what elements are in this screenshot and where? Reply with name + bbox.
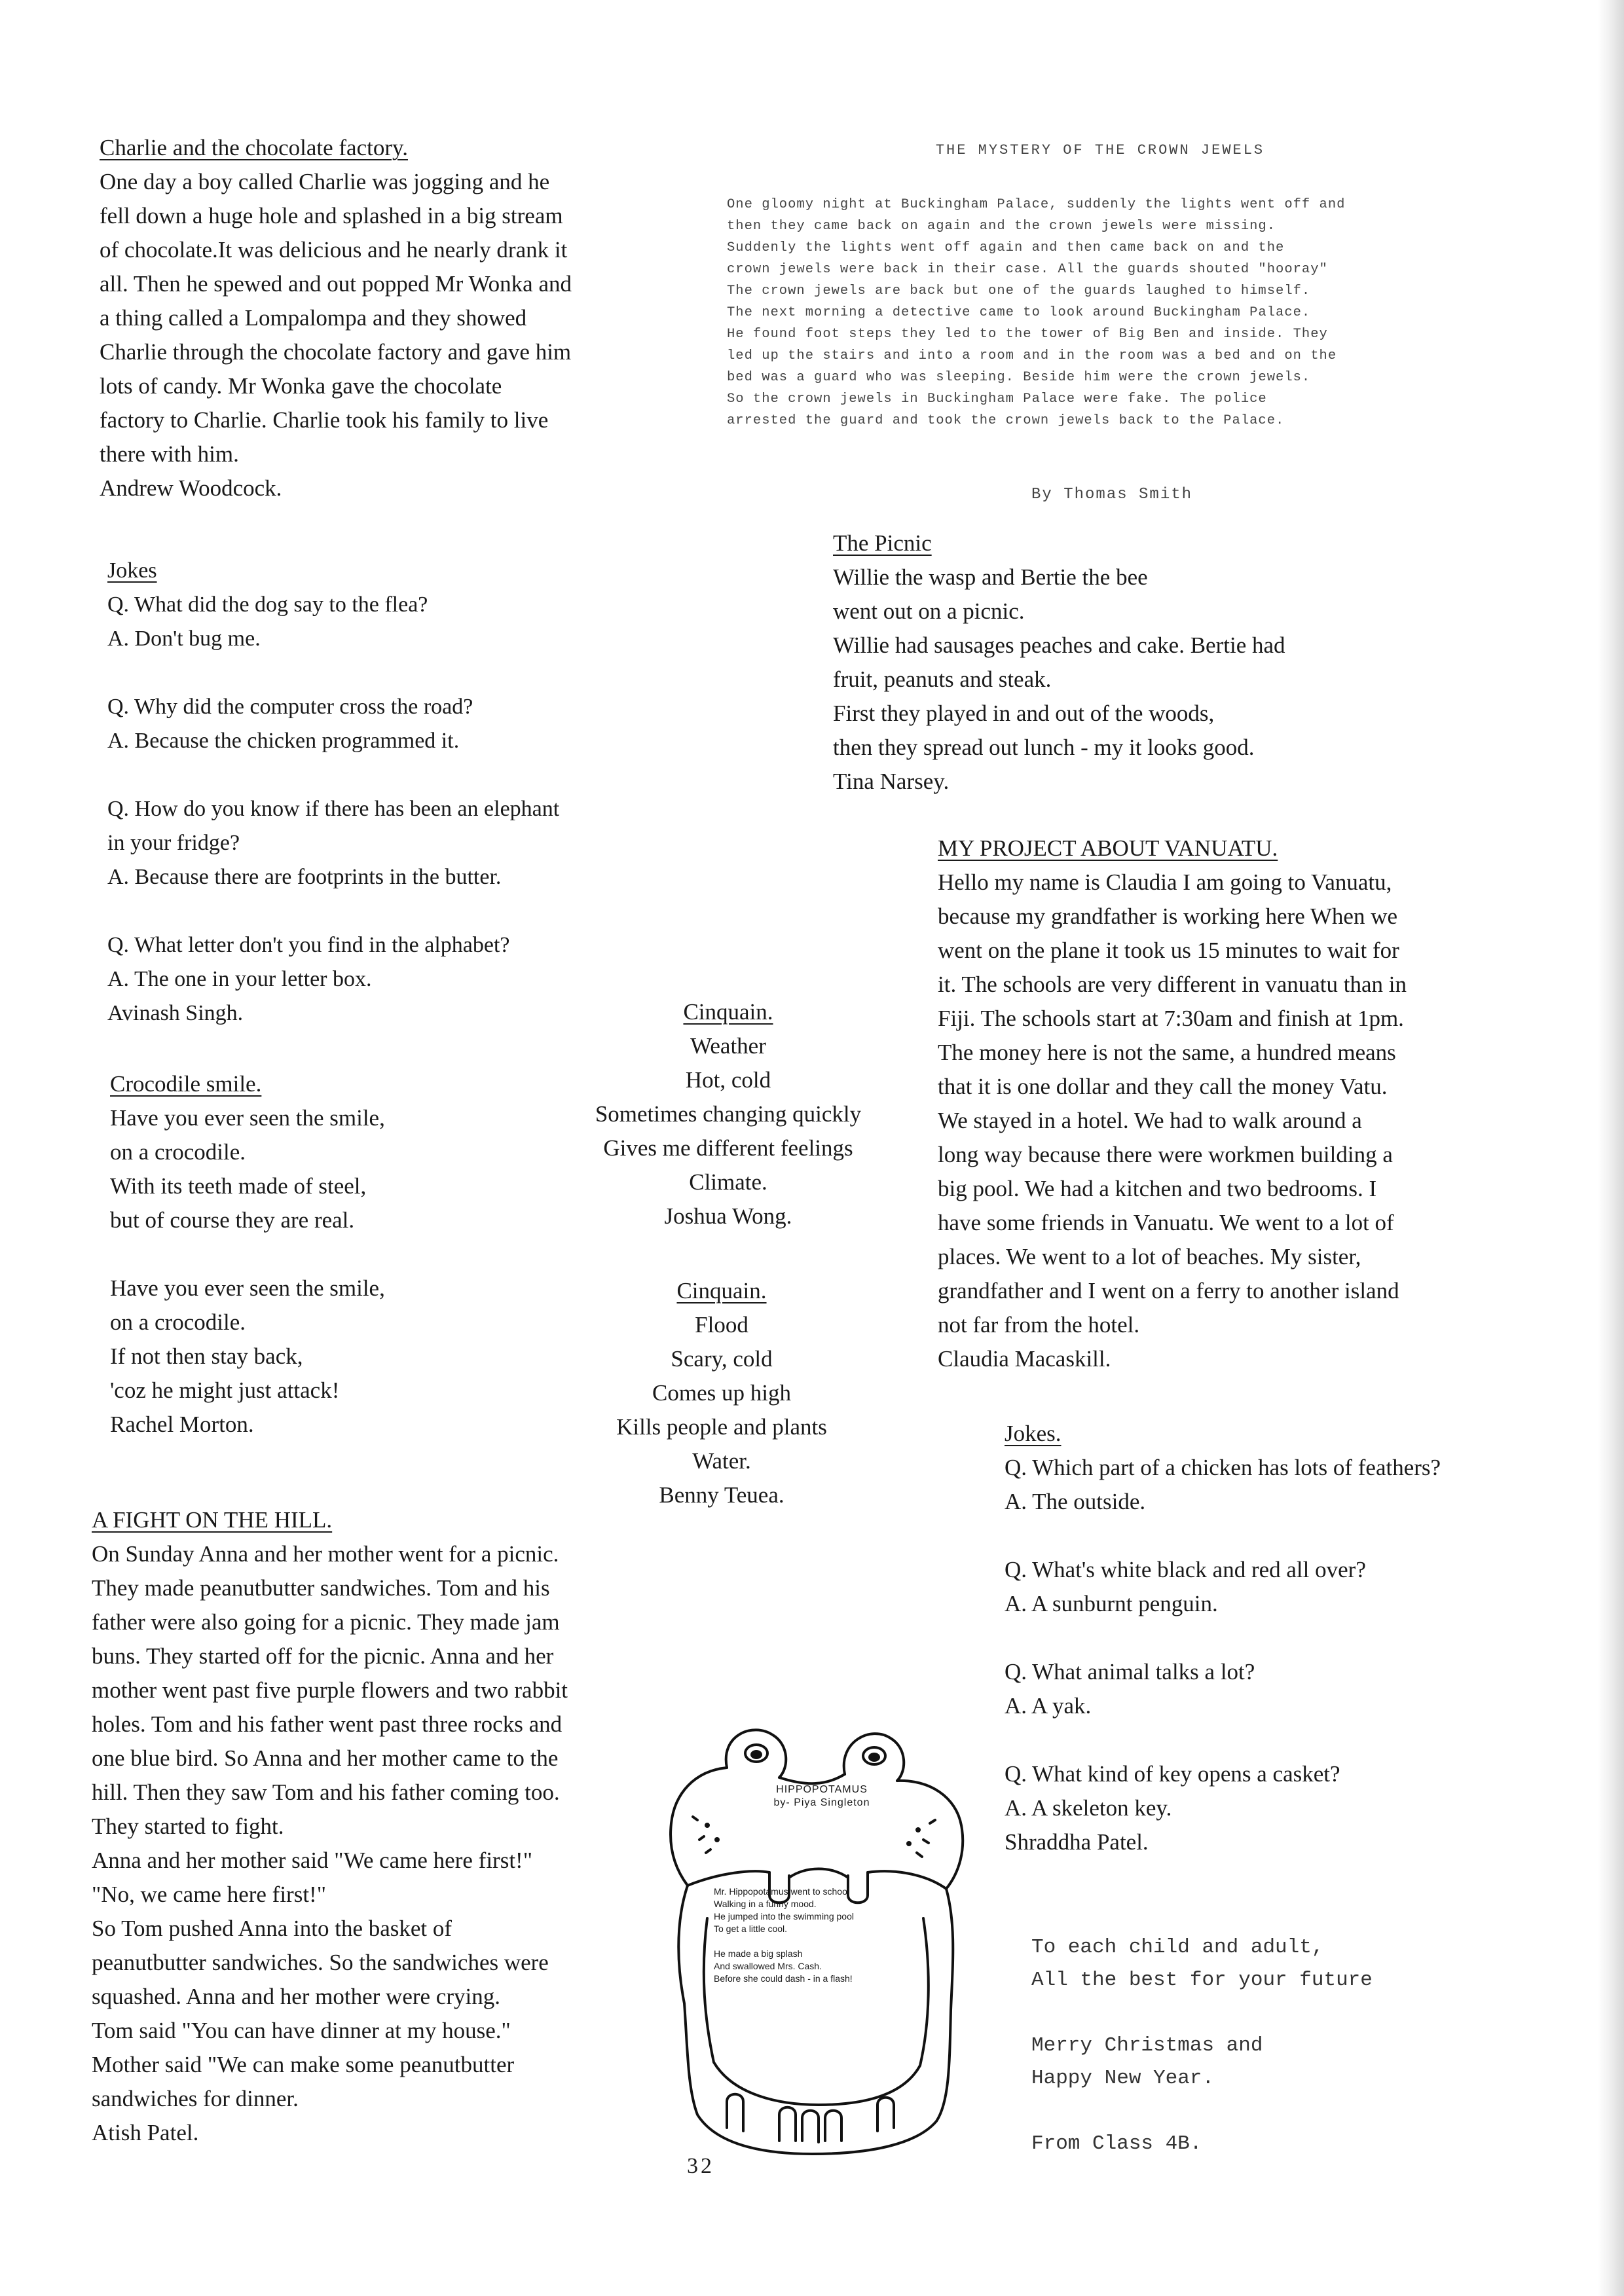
joke-line: Q. Why did the computer cross the road? [107,695,473,719]
joke-line: A. Because the chicken programmed it. [107,729,460,753]
hippo-line: He jumped into the swimming pool [714,1911,854,1922]
joke-line: Q. What's white black and red all over? [1005,1557,1366,1582]
poem-line: Have you ever seen the smile, [110,1105,385,1131]
story-line: buns. They started off for the picnic. Anna and her [92,1643,554,1669]
joke-line [107,656,710,690]
story-line: On Sunday Anna and her mother went for a picnic. [92,1541,559,1567]
poem-title: Crocodile smile. [110,1071,262,1097]
story-line: because my grandfather is working here When we [938,903,1397,929]
poem-line: Water. [692,1448,751,1474]
story-line: Charlie through the chocolate factory and gave him [100,339,572,365]
story-line: all. Then he spewed and out popped Mr Wonka and [100,271,572,297]
story-line: crown jewels were back in their case. All the guards shouted "hooray" [727,262,1328,277]
joke-line: A. The one in your letter box. [107,967,372,991]
jokes-author: Shraddha Patel. [1005,1829,1149,1855]
poem-line: fruit, peanuts and steak. [833,666,1052,692]
story-vanuatu [938,831,1593,1376]
story-line: Mother said "We can make some peanutbutter [92,2052,515,2077]
poem-line: went out on a picnic. [833,598,1025,624]
greeting-line: All the best for your future [1031,1969,1373,1992]
story-line: The crown jewels are back but one of the guards laughed to himself. [727,283,1311,299]
scan-edge [1598,0,1624,2296]
story-line: Suddenly the lights went off again and then came back on and the [727,240,1285,255]
poem-line: First they played in and out of the woods, [833,701,1215,726]
story-line: it. The schools are very different in vanuatu than in [938,972,1407,997]
story-line: mother went past five purple flowers and two rabbit [92,1677,568,1703]
greeting-line [1031,2095,1490,2128]
joke-line: A. The outside. [1005,1489,1146,1514]
page-number: 32 [687,2154,714,2178]
story-line: big pool. We had a kitchen and two bedrooms. I [938,1176,1377,1201]
story-line: We stayed in a hotel. We had to walk around a [938,1108,1362,1133]
poem-line: on a crocodile. [110,1139,246,1165]
story-line: have some friends in Vanuatu. We went to a lot of [938,1210,1394,1235]
story-title: Charlie and the chocolate factory. [100,135,408,160]
poem-line: Gives me different feelings [603,1135,853,1161]
poem-title: Cinquain. [683,999,773,1025]
poem-line: Sometimes changing quickly [595,1101,862,1127]
joke-line: A. A yak. [1005,1693,1092,1719]
story-line: there with him. [100,441,239,467]
joke-line: A. A skeleton key. [1005,1795,1172,1821]
poem-cinquain-flood [558,1274,885,1512]
story-line: One day a boy called Charlie was jogging and he [100,169,550,194]
greeting-line: From Class 4B. [1031,2132,1202,2155]
poem-line: Weather [690,1033,766,1059]
closing-greeting [1031,1931,1490,2160]
story-line: long way because there were workmen building a [938,1142,1393,1167]
poem-picnic [833,526,1488,799]
poem-author: Benny Teuea. [659,1482,784,1508]
section-title: Jokes [107,558,157,583]
poem-cinquain-weather [564,995,892,1233]
poem-line: Have you ever seen the smile, [110,1275,385,1301]
poem-line [110,1237,568,1271]
hippo-poem [714,1886,950,1985]
story-author: Andrew Woodcock. [100,475,282,501]
hippo-line [714,1935,950,1948]
story-line: then they came back on again and the crown jewels were missing. [727,219,1276,234]
greeting-line: To each child and adult, [1031,1936,1324,1959]
poem-line: on a crocodile. [110,1309,246,1335]
story-line: So the crown jewels in Buckingham Palace were fake. The police [727,392,1267,407]
poem-line: Climate. [689,1169,767,1195]
story-line: grandfather and I went on a ferry to another island [938,1278,1399,1303]
jokes-left [107,554,710,1030]
story-line: One gloomy night at Buckingham Palace, suddenly the lights went off and [727,197,1346,212]
jokes-author: Avinash Singh. [107,1001,244,1025]
hippo-line: Walking in a funny mood. [714,1899,817,1909]
poem-line: then they spread out lunch - my it looks good. [833,735,1255,760]
story-fight [92,1503,681,2150]
greeting-line: Merry Christmas and [1031,2034,1263,2057]
story-author: By Thomas Smith [1031,486,1193,503]
hippo-line: Mr. Hippopotamus went to school [714,1886,849,1897]
story-line: a thing called a Lompalompa and they showed [100,305,527,331]
poem-title: Cinquain. [676,1278,767,1303]
joke-line: Q. How do you know if there has been an elephant [107,797,560,821]
story-charlie [100,131,689,505]
story-line: He found foot steps they led to the tower of Big Ben and inside. They [727,327,1328,342]
story-line: They started to fight. [92,1813,284,1839]
poem-line: Willie had sausages peaches and cake. Bertie had [833,632,1285,658]
poem-author: Tina Narsey. [833,769,950,794]
poem-line: Scary, cold [671,1346,773,1372]
joke-line: A. A sunburnt penguin. [1005,1591,1218,1616]
story-line: bed was a guard who was sleeping. Beside him were the crown jewels. [727,370,1311,385]
greeting-line [1031,1997,1490,2030]
joke-line [107,894,710,928]
joke-line: Q. Which part of a chicken has lots of feathers? [1005,1455,1441,1480]
story-line: that it is one dollar and they call the money Vatu. [938,1074,1388,1099]
story-line: led up the stairs and into a room and in the room was a bed and on the [727,348,1337,363]
poem-line: Flood [695,1312,748,1338]
story-line: Tom said "You can have dinner at my house." [92,2018,511,2043]
joke-line [1005,1723,1594,1757]
hippo-title-block [737,1783,907,1810]
poem-author: Rachel Morton. [110,1412,254,1437]
story-title: A FIGHT ON THE HILL. [92,1507,333,1533]
story-title: MY PROJECT ABOUT VANUATU. [938,835,1278,861]
story-line: They made peanutbutter sandwiches. Tom and his [92,1575,550,1601]
poem-line: Kills people and plants [616,1414,827,1440]
story-line: not far from the hotel. [938,1312,1140,1338]
story-line: of chocolate.It was delicious and he nearly drank it [100,237,568,263]
story-line: hill. Then they saw Tom and his father coming too. [92,1779,560,1805]
poem-title: The Picnic [833,530,932,556]
hippo-line: He made a big splash [714,1948,803,1959]
story-mystery [727,139,1473,431]
joke-line: Q. What letter don't you find in the alphabet? [107,933,510,957]
story-line: arrested the guard and took the crown jewels back to the Palace. [727,413,1285,428]
story-line: one blue bird. So Anna and her mother came to the [92,1745,559,1771]
hippo-line: Before she could dash - in a flash! [714,1973,853,1984]
story-line: sandwiches for dinner. [92,2086,299,2111]
poem-line: but of course they are real. [110,1207,355,1233]
story-line: places. We went to a lot of beaches. My sister, [938,1244,1361,1269]
story-author: Claudia Macaskill. [938,1346,1111,1372]
hippo-line: And swallowed Mrs. Cash. [714,1961,822,1971]
story-line: Fiji. The schools start at 7:30am and finish at 1pm. [938,1006,1404,1031]
joke-line: A. Don't bug me. [107,627,261,651]
poem-line: 'coz he might just attack! [110,1377,340,1403]
greeting-line: Happy New Year. [1031,2067,1215,2090]
joke-line: Q. What animal talks a lot? [1005,1659,1255,1685]
story-line: The money here is not the same, a hundred means [938,1040,1396,1065]
poem-author: Joshua Wong. [664,1203,792,1229]
story-line: lots of candy. Mr Wonka gave the chocolate [100,373,502,399]
hippo-line: To get a little cool. [714,1923,788,1934]
story-author: Atish Patel. [92,2120,199,2145]
story-line: holes. Tom and his father went past three rocks and [92,1711,563,1737]
story-line: went on the plane it took us 15 minutes to wait for [938,938,1399,963]
poem-line: Hot, cold [685,1067,771,1093]
story-line: squashed. Anna and her mother were crying. [92,1984,500,2009]
joke-line [107,758,710,792]
story-line: "No, we came here first!" [92,1882,326,1907]
poem-crocodile [110,1067,568,1442]
story-line: Anna and her mother said "We came here first!" [92,1848,532,1873]
section-title: Jokes. [1005,1421,1061,1446]
joke-line: Q. What kind of key opens a casket? [1005,1761,1340,1787]
hippo-title: HIPPOPOTAMUS [776,1784,868,1795]
poem-line: If not then stay back, [110,1343,303,1369]
story-line: So Tom pushed Anna into the basket of [92,1916,452,1941]
story-line: father were also going for a picnic. They made jam [92,1609,560,1635]
story-title: THE MYSTERY OF THE CROWN JEWELS [935,142,1265,158]
story-line: The next morning a detective came to look around Buckingham Palace. [727,305,1311,320]
poem-line: With its teeth made of steel, [110,1173,367,1199]
joke-line: A. Because there are footprints in the butter. [107,865,502,889]
joke-line: in your fridge? [107,831,240,855]
joke-line: Q. What did the dog say to the flea? [107,592,428,617]
story-line: peanutbutter sandwiches. So the sandwiches were [92,1950,549,1975]
jokes-right [1005,1417,1594,1859]
story-line: factory to Charlie. Charlie took his family to live [100,407,549,433]
story-line: Hello my name is Claudia I am going to Vanuatu, [938,869,1392,895]
joke-line [1005,1621,1594,1655]
poem-line: Willie the wasp and Bertie the bee [833,564,1148,590]
story-line: fell down a huge hole and splashed in a big stream [100,203,563,228]
poem-line: Comes up high [652,1380,791,1406]
hippo-byline: by- Piya Singleton [773,1797,870,1808]
joke-line [1005,1519,1594,1553]
